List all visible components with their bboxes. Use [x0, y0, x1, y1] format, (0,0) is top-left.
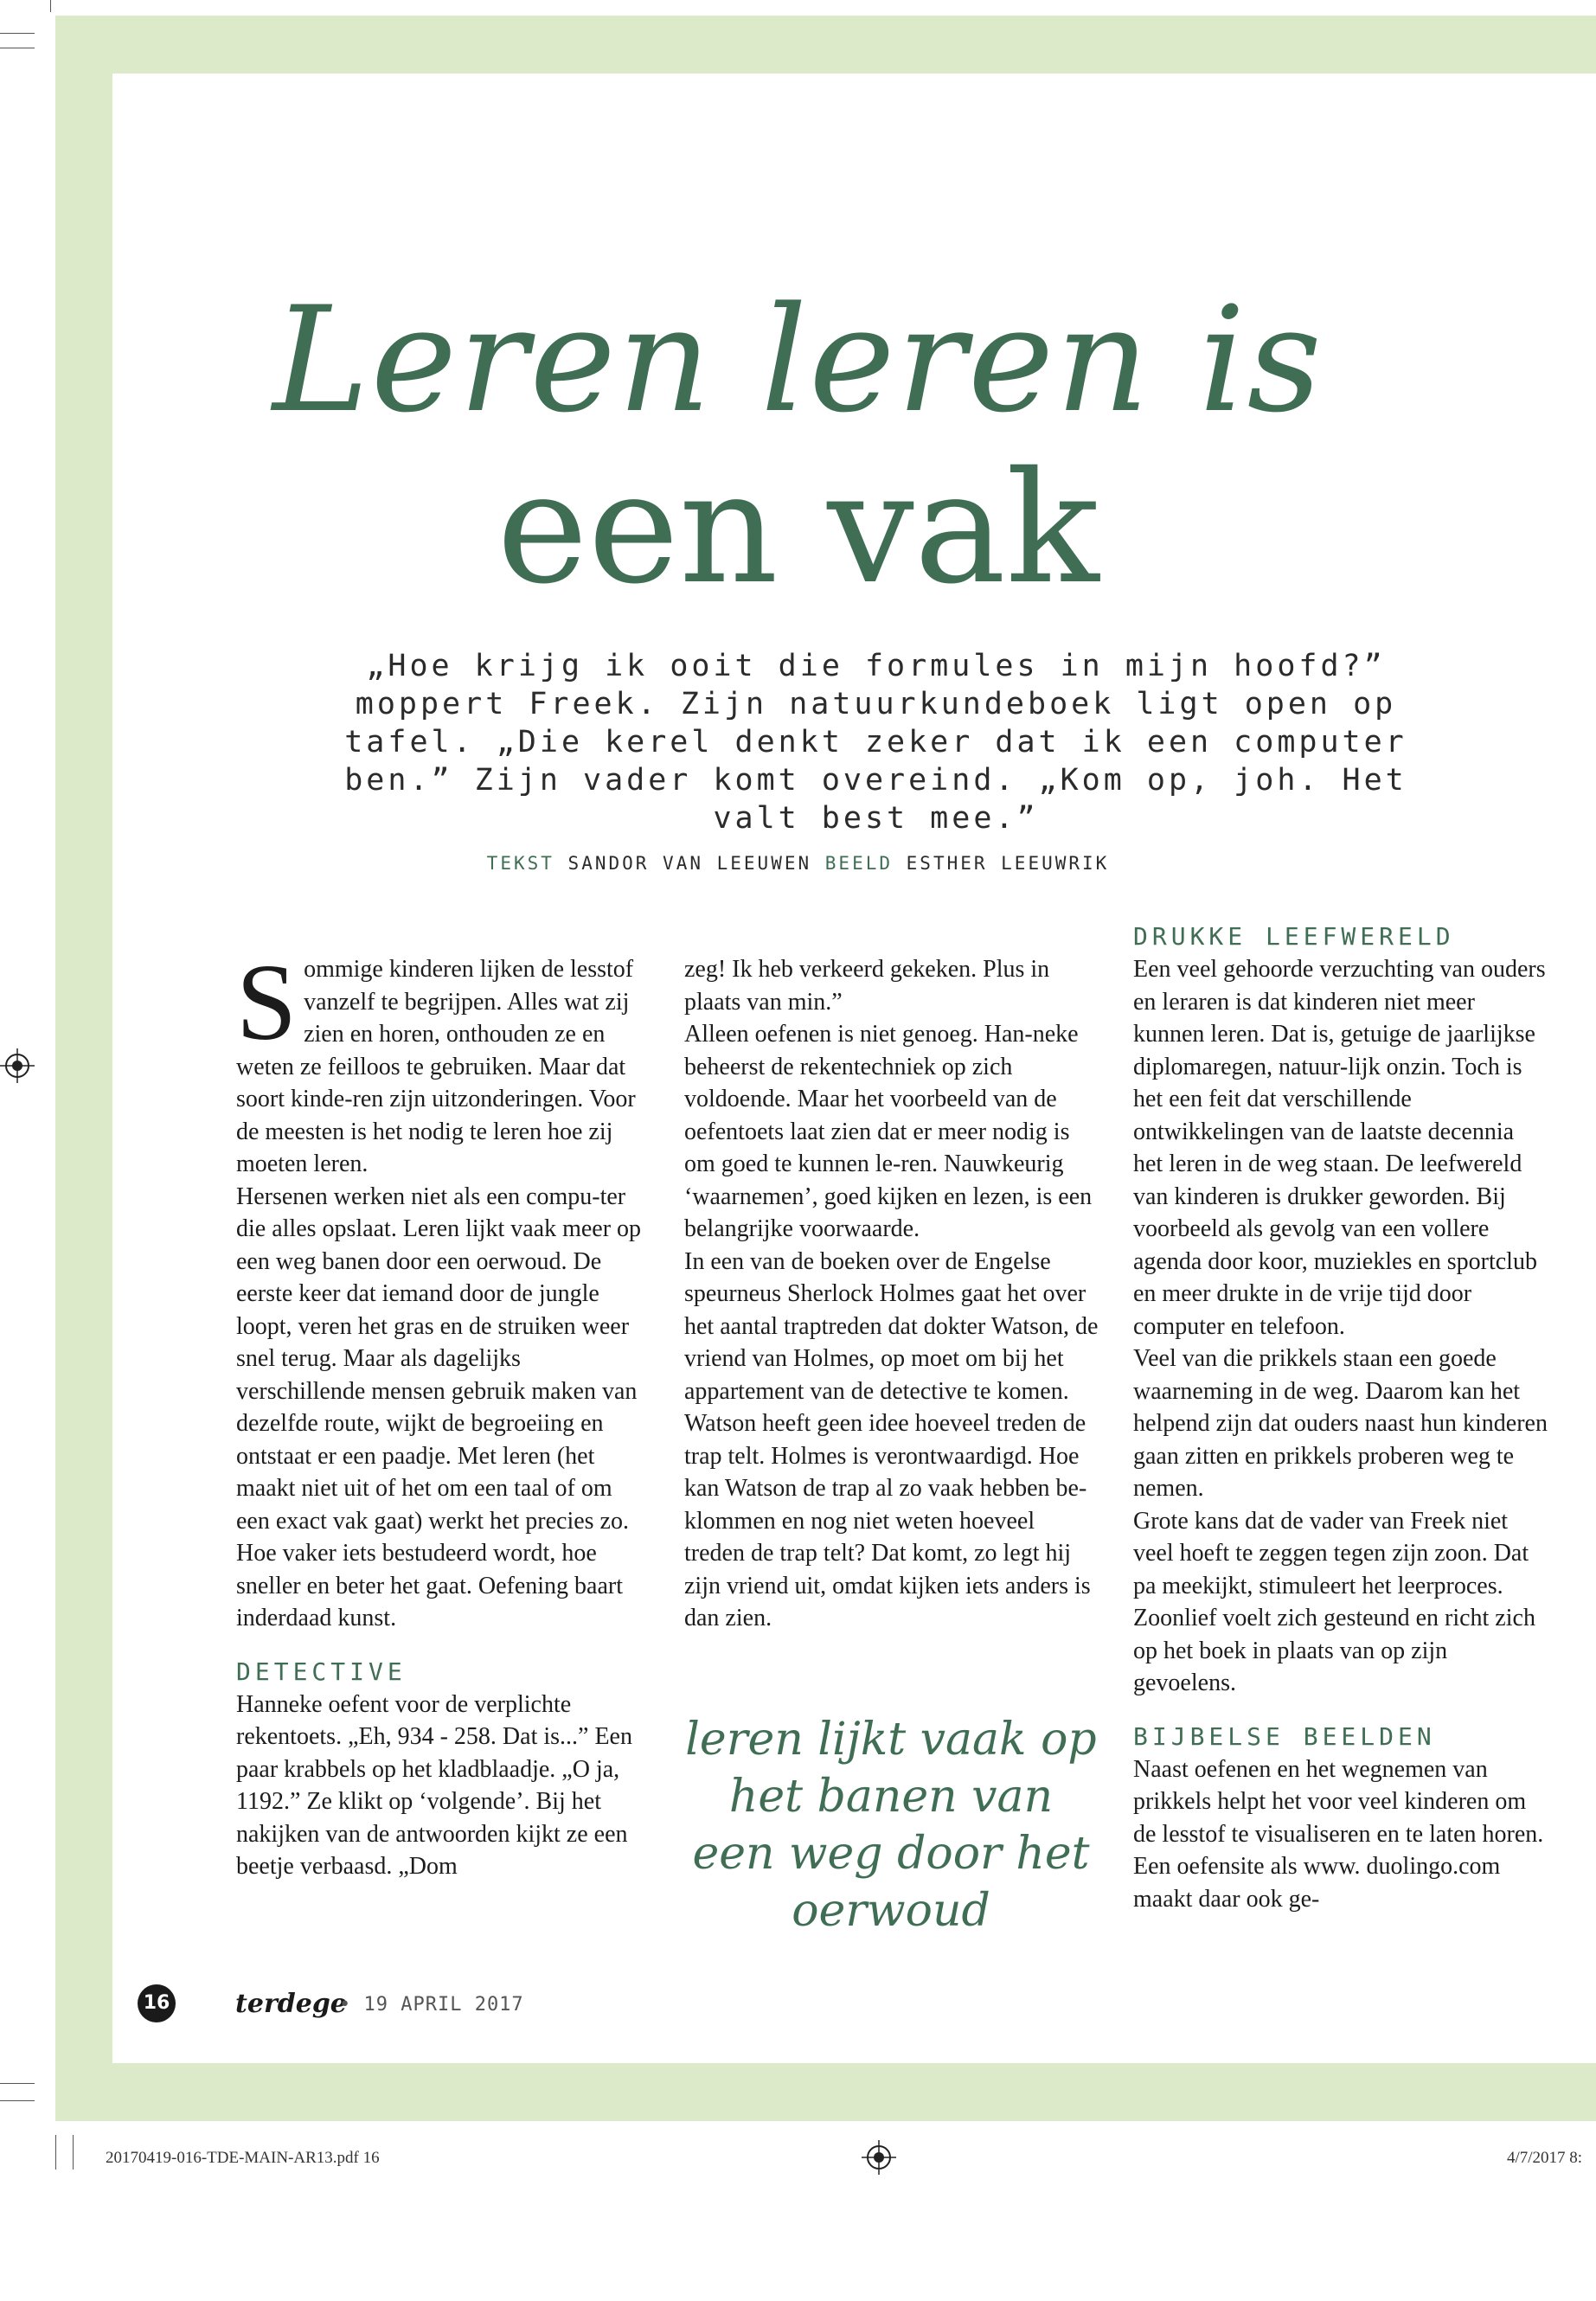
text-column-2 [684, 953, 1099, 1635]
paragraph: zeg! Ik heb verkeerd gekeken. Plus in plaats van min.” [684, 956, 1050, 1016]
byline-author: SANDOR VAN LEEUWEN [567, 853, 812, 874]
byline-text-label: TEKST [486, 853, 554, 874]
crop-mark [73, 2135, 74, 2170]
byline [0, 853, 1596, 874]
article-title-line-2: een vak [497, 439, 1099, 618]
crop-mark [55, 2135, 56, 2170]
byline-image-label: BEELD [824, 853, 893, 874]
print-slug-date: 4/7/2017 8: [1507, 2149, 1583, 2167]
subheading-bijbelse-beelden: BIJBELSE BEELDEN [1133, 1721, 1436, 1751]
dropcap: S [236, 943, 298, 1063]
article-title-line-1: Leren leren is [272, 275, 1324, 445]
print-slug-file: 20170419-016-TDE-MAIN-AR13.pdf 16 [106, 2149, 380, 2167]
paragraph-text: ommige kinderen lijken de lesstof vanzelf te begrijpen. Alles wat zij zien en horen, onthouden ze en weten ze feilloos te gebruiken. Maar dat soort kinde-ren zijn uitzonderingen. Voor de meesten is het nodig te leren hoe zij moeten leren. [236, 956, 636, 1177]
registration-mark-icon [862, 2140, 896, 2175]
page-number-badge: 16 [138, 1984, 176, 2022]
crop-mark [0, 33, 35, 34]
paragraph: Veel van die prikkels staan een goede waarneming in de weg. Daarom kan het helpend zijn dat ouders naast hun kinderen gaan zitten en prikkels proberen weg te nemen. [1133, 1345, 1548, 1502]
subheading-drukke-leefwereld: DRUKKE LEEFWERELD [1133, 922, 1455, 951]
magazine-brand: terdege [235, 1989, 347, 2019]
byline-illustrator: ESTHER LEEUWRIK [906, 853, 1110, 874]
crop-mark [0, 2083, 35, 2084]
paragraph [236, 943, 651, 1181]
text-column-3 [1133, 920, 1548, 1915]
text-column-1 [236, 943, 651, 1883]
article-intro: „Hoe krijg ik ooit die formules in mijn hoofd?” moppert Freek. Zijn natuurkundeboek ligt open op tafel. „Die kerel denkt zeker dat ik een computer ben.” Zijn vader komt overeind. „Kom op, joh. Het valt best mee.” [344, 649, 1407, 836]
paragraph: In een van de boeken over de Engelse speurneus Sherlock Holmes gaat het over het aantal traptreden dat dokter Watson, de vriend van Holmes, op moet om bij het appartement van de detective te komen. Watson heeft geen idee hoeveel treden de trap telt. Holmes is verontwaardigd. Hoe kan Watson de trap al zo vaak hebben be-klommen en nog niet weten hoeveel treden de trap telt? Dat komt, zo legt hij zijn vriend uit, omdat kijken iets anders is dan zien. [684, 1247, 1099, 1631]
paragraph: Een veel gehoorde verzuchting van ouders en leraren is dat kinderen niet meer kunnen leren. Dat is, getuige de jaarlijkse diplomaregen, natuur-lijk onzin. Toch is het een feit dat verschillende ontwikkelingen van de laatste decennia het leren in de weg staan. De leefwereld van kinderen is drukker geworden. Bij voorbeeld als gevolg van een vollere agenda door koor, muziekles en sportclub en meer drukte in de vrije tijd door computer en telefoon. [1133, 956, 1546, 1340]
paragraph: Grote kans dat de vader van Freek niet veel hoeft te zeggen tegen zijn zoon. Dat pa meekijkt, stimuleert het leerproces. Zoonlief voelt zich gesteund en richt zich op het boek in plaats van op zijn gevoelens. [1133, 1507, 1535, 1696]
registration-mark-icon [0, 1048, 35, 1083]
subheading-detective: DETECTIVE [236, 1657, 407, 1686]
crop-mark [50, 0, 51, 12]
paragraph: Hanneke oefent voor de verplichte rekentoets. „Eh, 934 - 258. Dat is...” Een paar krabbels op het kladblaadje. „O ja, 1192.” Ze klikt op ‘volgende’. Bij het nakijken van de antwoorden kijkt ze een beetje verbaasd. „Dom [236, 1690, 632, 1880]
issue-date: • 19 APRIL 2017 [339, 1994, 524, 2016]
paragraph: Alleen oefenen is niet genoeg. Han-neke beheerst de rekentechniek op zich voldoende. Maar het voorbeeld van de oefentoets laat zien dat er meer nodig is om goed te kunnen le-ren. Nauwkeurig ‘waarnemen’, goed kijken en lezen, is een belangrijke voorwaarde. [684, 1021, 1093, 1242]
paragraph: Naast oefenen en het wegnemen van prikkels helpt het voor veel kinderen om de lesstof te visualiseren en te laten horen. Een oefensite als www. duolingo.com maakt daar ook ge- [1133, 1755, 1544, 1913]
paragraph: Hersenen werken niet als een compu-ter die alles opslaat. Leren lijkt vaak meer op een weg banen door een oerwoud. De eerste keer dat iemand door de jungle loopt, veren het gras en de struiken weer snel terug. Maar als dagelijks verschillende mensen gebruik maken van dezelfde route, wijkt de begroeiing en ontstaat er een paadje. Met leren (het maakt niet uit of het om een taal of om een exact vak gaat) werkt het precies zo. Hoe vaker iets bestudeerd wordt, hoe sneller en beter het gaat. Oefening baart inderdaad kunst. [236, 1183, 642, 1631]
pull-quote: leren lijkt vaak op het banen van een weg door het oerwoud [685, 1714, 1097, 1937]
crop-mark [0, 2100, 35, 2101]
